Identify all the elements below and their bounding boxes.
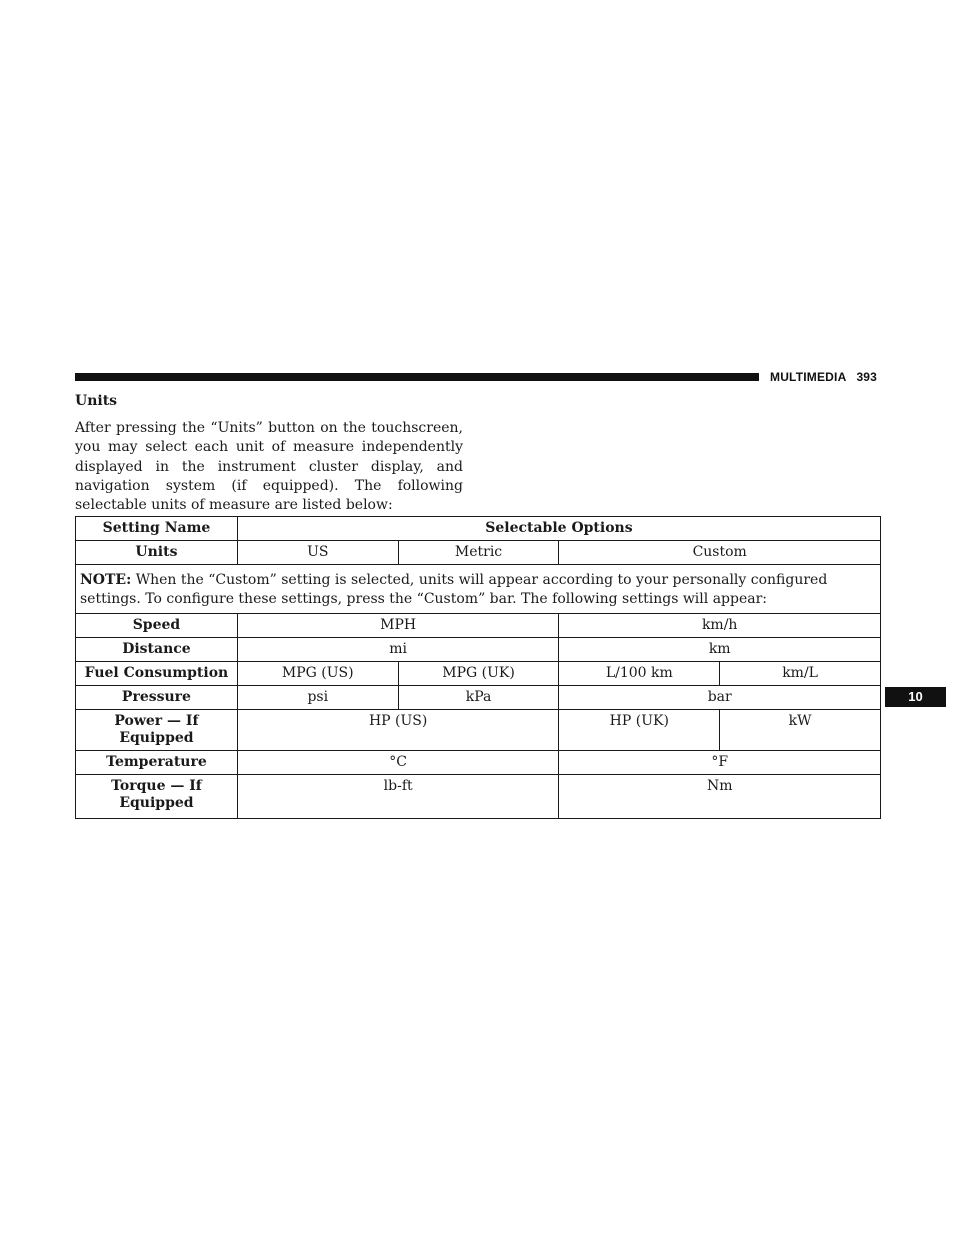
table-row bbox=[76, 710, 881, 751]
speed-option-2: km/h bbox=[559, 614, 881, 638]
temperature-option-2: °F bbox=[559, 751, 881, 775]
fuel-option-2: MPG (UK) bbox=[398, 662, 559, 686]
units-option-custom: Custom bbox=[559, 541, 881, 565]
intro-paragraph: After pressing the “Units” button on the touchscreen, you may select each unit of measure independently displayed in the instrument cluster display, and navigation system (if equipped). The following selectable units of measure are listed below: bbox=[75, 420, 463, 514]
units-option-us: US bbox=[237, 541, 398, 565]
fuel-option-1: MPG (US) bbox=[237, 662, 398, 686]
table-row bbox=[76, 614, 881, 638]
pressure-option-1: psi bbox=[237, 686, 398, 710]
units-option-metric: Metric bbox=[398, 541, 559, 565]
header-rule bbox=[75, 373, 759, 381]
table-header-row bbox=[76, 517, 881, 541]
fuel-label: Fuel Consumption bbox=[76, 662, 238, 686]
table-row bbox=[76, 775, 881, 819]
table-row bbox=[76, 751, 881, 775]
torque-label: Torque — If Equipped bbox=[76, 775, 238, 819]
note-cell bbox=[76, 565, 881, 614]
torque-option-2: Nm bbox=[559, 775, 881, 819]
header-selectable-options: Selectable Options bbox=[237, 517, 880, 541]
temperature-label: Temperature bbox=[76, 751, 238, 775]
units-table bbox=[75, 516, 881, 819]
torque-option-1: lb-ft bbox=[237, 775, 559, 819]
section-heading: Units bbox=[75, 393, 118, 409]
distance-label: Distance bbox=[76, 638, 238, 662]
header-setting-name: Setting Name bbox=[76, 517, 238, 541]
pressure-label: Pressure bbox=[76, 686, 238, 710]
table-row bbox=[76, 638, 881, 662]
fuel-option-3: L/100 km bbox=[559, 662, 720, 686]
temperature-option-1: °C bbox=[237, 751, 559, 775]
power-label: Power — If Equipped bbox=[76, 710, 238, 751]
note-row bbox=[76, 565, 881, 614]
section-title: MULTIMEDIA bbox=[770, 370, 847, 384]
distance-option-1: mi bbox=[237, 638, 559, 662]
table-row bbox=[76, 541, 881, 565]
speed-label: Speed bbox=[76, 614, 238, 638]
distance-option-2: km bbox=[559, 638, 881, 662]
table-row bbox=[76, 662, 881, 686]
pressure-option-3: bar bbox=[559, 686, 881, 710]
pressure-option-2: kPa bbox=[398, 686, 559, 710]
note-text: When the “Custom” setting is selected, units will appear according to your personally configured settings. To configure these settings, press the “Custom” bar. The following settings will appear: bbox=[80, 572, 828, 607]
fuel-option-4: km/L bbox=[720, 662, 881, 686]
page-number: 393 bbox=[856, 370, 878, 384]
running-header bbox=[770, 370, 877, 384]
speed-option-1: MPH bbox=[237, 614, 559, 638]
power-option-3: kW bbox=[720, 710, 881, 751]
note-label: NOTE: bbox=[80, 572, 132, 588]
units-label: Units bbox=[76, 541, 238, 565]
chapter-tab: 10 bbox=[885, 687, 946, 707]
table-row bbox=[76, 686, 881, 710]
power-option-1: HP (US) bbox=[237, 710, 559, 751]
power-option-2: HP (UK) bbox=[559, 710, 720, 751]
